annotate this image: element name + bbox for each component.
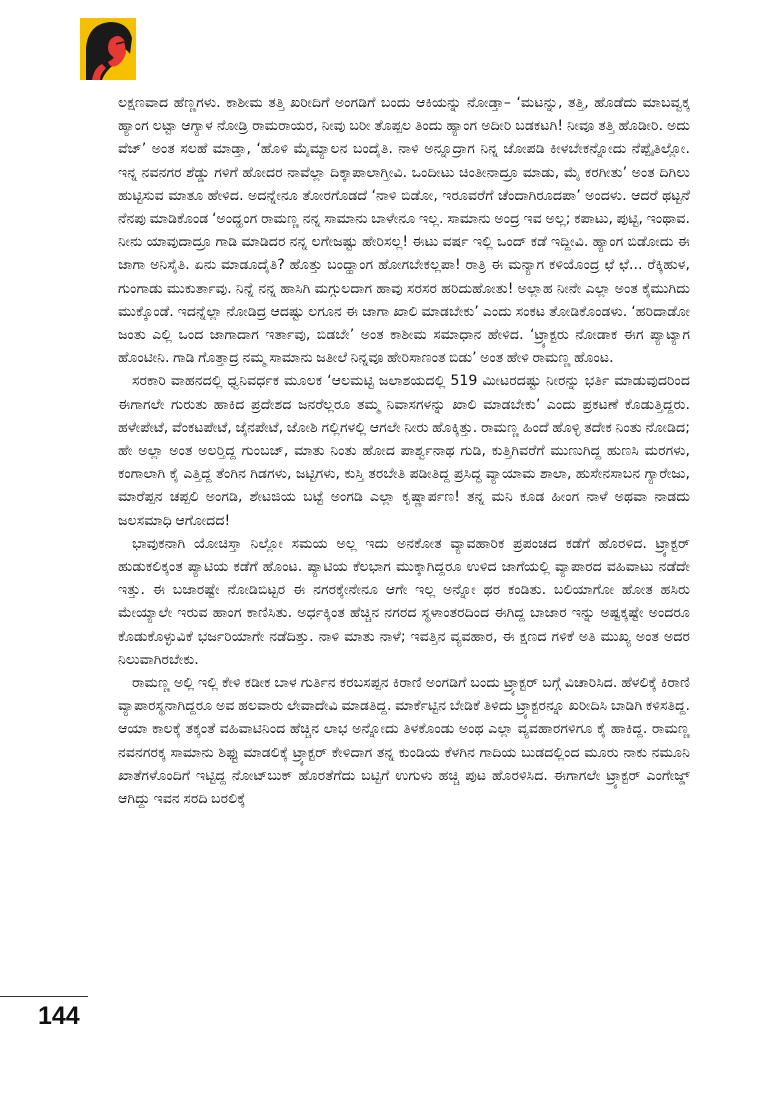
paragraph: ಸರಕಾರಿ ವಾಹನದಲ್ಲಿ ಧ್ವನಿವರ್ಧಕ ಮೂಲಕ ‘ಆಲಮಟ್ಟಿ ಜಲಾಶಯದಲ್ಲಿ 519 ಮೀಟರದಷ್ಟು ನೀರನ್ನು ಭರ್ತಿ ಮಾಡುವುದರಿಂದ ಈಗಾಗಲೇ ಗುರುತು ಹಾಕಿದ ಪ್ರದೇಶದ ಜನರೆಲ್ಲರೂ ತಮ್ಮ ನಿವಾಸಗಳನ್ನು ಖಾಲಿ ಮಾಡಬೇಕು’ ಎಂದು ಪ್ರಕಟಣೆ ಕೊಡುತ್ತಿದ್ದರು. ಹಳೇಪೇಟೆ, ವೆಂಕಟಪೇಟೆ, ಜೈನಪೇಟೆ, ಜೋಶಿ ಗಲ್ಲಿಗಳಲ್ಲಿ ಆಗಲೇ ನೀರು ಹೊಕ್ಕಿತ್ತು. ರಾಮಣ್ಣ ಹಿಂದೆ ಹೊಳ್ಳಿ ತದೇಕ ನಿಂತು ನೋಡಿದ; ಹೇ ಅಲ್ಲಾ ಅಂತ ಅಲರ್‍ತಿದ್ದ ಗುಂಬಜ್, ಮಾತು ನಿಂತು ಹೋದ ಪಾರ್ಶ್ವನಾಥ ಗುಡಿ, ಕುತ್ತಿಗಿವರೆಗೆ ಮುಣುಗಿದ್ದ ಹುಣಸಿ ಮರಗಳು, ಕಂಗಾಲಾಗಿ ಕೈ ಎತ್ತಿದ್ದ ತೆಂಗಿನ ಗಿಡಗಳು, ಜಟ್ಟಿಗಳು, ಕುಸ್ತಿ ತರಬೇತಿ ಪಡೀತಿದ್ದ ಪ್ರಸಿದ್ಧ ವ್ಯಾಯಾಮ ಶಾಲಾ, ಹುಸೇನಸಾಬನ ಗ್ಯಾರೇಜು, ಮಾರೆಪ್ಪನ ಚಪ್ಪಲಿ ಅಂಗಡಿ, ಶೇಟಜಿಯ ಬಟ್ಟೆ ಅಂಗಡಿ ಎಲ್ಲಾ ಕೃಷ್ಣಾರ್ಪಣ! ತನ್ನ ಮನಿ ಕೂಡ ಹೀಂಗ ನಾಳೆ ಅಥವಾ ನಾಡದು ಜಲಸಮಾಧಿ ಆಗೋದದ! (118, 373, 690, 529)
chapter-body-text (118, 92, 690, 811)
paragraph: ಭಾವುಕನಾಗಿ ಯೋಚಿಸ್ತಾ ನಿಲ್ಲೋ ಸಮಯ ಅಲ್ಲ ಇದು ಅನಕೋತ ವ್ಯಾವಹಾರಿಕ ಪ್ರಪಂಚದ ಕಡೆಗೆ ಹೊರಳಿದ. ಟ್ರ್ಯಾಕ್ಟರ್ ಹುಡುಕಲಿಕ್ಕಂತ ಪ್ಯಾಟಿಯ ಕಡೆಗೆ ಹೊಂಟ. ಪ್ಯಾಟಿಯ ಕೆಲಭಾಗ ಮುಕ್ಕಾಗಿದ್ದರೂ ಉಳಿದ ಜಾಗೆಯಲ್ಲಿ ವ್ಯಾಪಾರದ ವಹಿವಾಟು ನಡೆದೇ ಇತ್ತು. ಈ ಬಜಾರಷ್ಟೇ ನೋಡಿಬಿಟ್ಟರ ಈ ನಗರಕ್ಕೇನೇನೂ ಆಗೇ ಇಲ್ಲ ಅನ್ನೋ ಥರ ಕಂಡಿತು. ಬಲಿಯಾಗೋ ಹೋತ ಹಸಿರು ಮೇಯ್ಯಾಲೇ ಇರುವ ಹಾಂಗ ಕಾಣಿಸಿತು. ಅರ್ಧಕ್ಕಿಂತ ಹೆಚ್ಚಿನ ನಗರದ ಸ್ಥಳಾಂತರದಿಂದ ಈಗಿದ್ದ ಬಾಜಾರ ಇನ್ನು ಅಷ್ಟಕ್ಕಷ್ಟೇ ಅಂದರೂ ಕೊಡುಕೊಳ್ಳುವಿಕೆ ಭರ್ಜರಿಯಾಗೇ ನಡೆದಿತ್ತು. ನಾಳಿ ಮಾತು ನಾಳೆ; ಇವತ್ತಿನ ವ್ಯವಹಾರ, ಈ ಕ್ಷಣದ ಗಳಿಕೆ ಅತಿ ಮುಖ್ಯ ಅಂತ ಅದರ ನಿಲುವಾಗಿರಬೇಕು. (118, 535, 690, 668)
paragraph: ರಾಮಣ್ಣ ಅಲ್ಲಿ ಇಲ್ಲಿ ಕೇಳಿ ಕಡೀಕ ಬಾಳ ಗುರ್ತಿನ ಕರಬಸಪ್ಪನ ಕಿರಾಣಿ ಅಂಗಡಿಗೆ ಬಂದು ಟ್ರ್ಯಾಕ್ಟರ್ ಬಗ್ಗೆ ವಿಚಾರಿಸಿದ. ಹೆಳಲಿಕ್ಕೆ ಕಿರಾಣಿ ವ್ಯಾಪಾರಸ್ಥನಾಗಿದ್ದರೂ ಅವ ಹಲವಾರು ಲೇವಾದೇವಿ ಮಾಡತಿದ್ದ. ಮಾರ್ಕೆಟ್ಟಿನ ಬೇಡಿಕೆ ತಿಳಿದು ಟ್ರ್ಯಾಕ್ಟರನ್ನೂ ಖರೀದಿಸಿ ಬಾಡಿಗಿ ಕಳಿಸತಿದ್ದ. ಆಯಾ ಕಾಲಕ್ಕೆ ತಕ್ಕಂತೆ ವಹಿವಾಟಿನಿಂದ ಹೆಚ್ಚಿನ ಲಾಭ ಅನ್ನೋದು ತಿಳಕೊಂಡು ಅಂಥ ಎಲ್ಲಾ ವ್ಯವಹಾರಗಳಿಗೂ ಕೈ ಹಾಕಿದ್ದ. ರಾಮಣ್ಣ ನವನಗರಕ್ಕ ಸಾಮಾನು ಶಿಫ್ಟು ಮಾಡಲಿಕ್ಕೆ ಟ್ರ್ಯಾಕ್ಟರ್ ಕೇಳಿದಾಗ ತನ್ನ ಕುಂಡಿಯ ಕೆಳಗಿನ ಗಾದಿಯ ಬುಡದಲ್ಲಿಂದ ಮೂರು ನಾಕು ನಮೂನಿ ಖಾತೆಗಳೊಂದಿಗೆ ಇಟ್ಟಿದ್ದ ನೋಟ್‌ಬುಕ್ ಹೊರತೆಗೆದು ಬಟ್ಟಿಗೆ ಉಗುಳು ಹಚ್ಚಿ ಪುಟ ಹೊರಳಿಸಿದ. ಈಗಾಗಲೇ ಟ್ರ್ಯಾಕ್ಟರ್ ಎಂಗೇಜ್ಡ್ ಆಗಿದ್ದು ಇವನ ಸರದಿ ಬರಲಿಕ್ಕೆ (118, 675, 690, 808)
page-number: 144 (38, 1002, 80, 1030)
footer-rule (0, 996, 88, 997)
paragraph: ಲಕ್ಷಣವಾದ ಹೆಣ್ಣಗಳು. ಕಾಶೀಮ ತತ್ತಿ ಖರೀದಿಗೆ ಅಂಗಡಿಗೆ ಬಂದು ಆಕಿಯನ್ನು ನೋಡ್ತಾ– ‘ಮಟನ್ನು, ತತ್ತಿ, ಹೊಡೆದು ಮಾಬವ್ವಕ್ಕ ಹ್ಯಾಂಗ ಲಟ್ಟಾ ಆಗ್ಯಾಳ ನೋಡ್ರಿ ರಾಮರಾಯರ, ನೀವು ಬರೀ ತೊಪ್ಪಲ ತಿಂದು ಹ್ಯಾಂಗ ಅದೀರಿ ಬಡಕಟಗಿ! ನೀವೂ ತತ್ತಿ ಹೊಡೀರಿ. ಅದು ವೆಜ್’ ಅಂತ ಸಲಹೆ ಮಾಡ್ತಾ, ‘ಹೊಳಿ ಮೈಮ್ಯಾಲನ ಬಂದೈತಿ. ನಾಳಿ ಅನ್ನೂದ್ರಾಗ ನಿನ್ನ ಜೋಪಡಿ ಕೀಳಬೇಕನ್ನೋದು ನೆಪ್ಪೈತಿಲ್ಲೋ. ಇನ್ನ ನವನಗರ ಶೆಡ್ಡು ಗಳಿಗೆ ಹೋದರ ನಾವೆಲ್ಲಾ ದಿಕ್ಕಾಪಾಲಾಗ್ತೀವಿ. ಒಂದೀಟು ಚಿಂತೀನಾದ್ರೂ ಮಾಡು, ಮೈ ಕರಗೀತು’ ಅಂತ ದಿಗಿಲು ಹುಟ್ಟಿಸುವ ಮಾತೂ ಹೇಳಿದ. ಅದನ್ನೇನೂ ತೋರಗೊಡದೆ ‘ನಾಳಿ ಬಿಡೋ, ಇರೂವರೆಗೆ ಚೆಂದಾಗಿರೂದಪಾ’ ಅಂದಳು. ಆದರೆ ಥಟ್ಟನೆ ನೆನಪು ಮಾಡಿಕೊಂಡ ‘ಅಂದ್ಹಂಗ ರಾಮಣ್ಣ ನನ್ನ ಸಾಮಾನು ಬಾಳೇನೂ ಇಲ್ಲ. ಸಾಮಾನು ಅಂದ್ರ ಇವ ಅಲ್ಲ; ಕಪಾಟು, ಪುಟ್ಟಿ, ಇಂಥಾವ. ನೀನು ಯಾವುದಾದ್ರೂ ಗಾಡಿ ಮಾಡಿದರ ನನ್ನ ಲಗೇಜಷ್ಟು ಹೇರಿಸಲ್ಲ! ಈಟು ವರ್ಷ ಇಲ್ಲಿ ಒಂದ್ ಕಡೆ ಇದ್ದೀವಿ. ಹ್ಯಾಂಗ ಬಿಡೋದು ಈ ಜಾಗಾ ಅನಿಸೈತಿ. ಏನು ಮಾಡೂದೈತಿ? ಹೊತ್ತು ಬಂದ್ಹಾಂಗ ಹೋಗಬೇಕಲ್ಲಪಾ! ರಾತ್ರಿ ಈ ಮನ್ಯಾಗ ಕಳಿಯೊಂದ್ರ ಛೆ ಛೆ... ರೆಕ್ಕಿಹುಳ, ಗುಂಗಾಡು ಮುಕುರ್ತಾವು. ನಿನ್ನೆ ನನ್ನ ಹಾಸಿಗಿ ಮಗ್ಗುಲದಾಗ ಹಾವು ಸರಸರ ಹರಿದುಹೋತು! ಅಲ್ಲಾಹ ನೀನೇ ಎಲ್ಲಾ ಅಂತ ಕೈಮುಗಿದು ಮುಕ್ಕೊಂಡೆ. ಇದನ್ನೆಲ್ಲಾ ನೋಡಿದ್ರ ಆದಷ್ಟು ಲಗೂನ ಈ ಜಾಗಾ ಖಾಲಿ ಮಾಡಬೇಕು’ ಎಂದು ಸಂಕಟ ತೋಡಿಕೊಂಡಳು. ‘ಹರಿದಾಡೋ ಜಂತು ಎಲ್ಲಿ ಒಂದ ಜಾಗಾದಾಗ ಇರ್ತಾವು, ಬಿಡಬೇ’ ಅಂತ ಕಾಶೀಮ ಸಮಾಧಾನ ಹೇಳಿದ. ‘ಟ್ರ್ಯಾಕ್ಟರು ನೋಡಾಕ ಈಗ ಪ್ಯಾಟ್ಯಾಗ ಹೊಂಟೀನಿ. ಗಾಡಿ ಗೊತ್ತಾದ್ರ ನಮ್ಮ ಸಾಮಾನು ಜತೀಲೆ ನಿನ್ನವೂ ಹೇರಿಸಾಣಂತ ಬಿಡು’ ಅಂತ ಹೇಳಿ ರಾಮಣ್ಣ ಹೊಂಟ. (118, 95, 690, 367)
profile-face-logo-icon (80, 18, 136, 80)
